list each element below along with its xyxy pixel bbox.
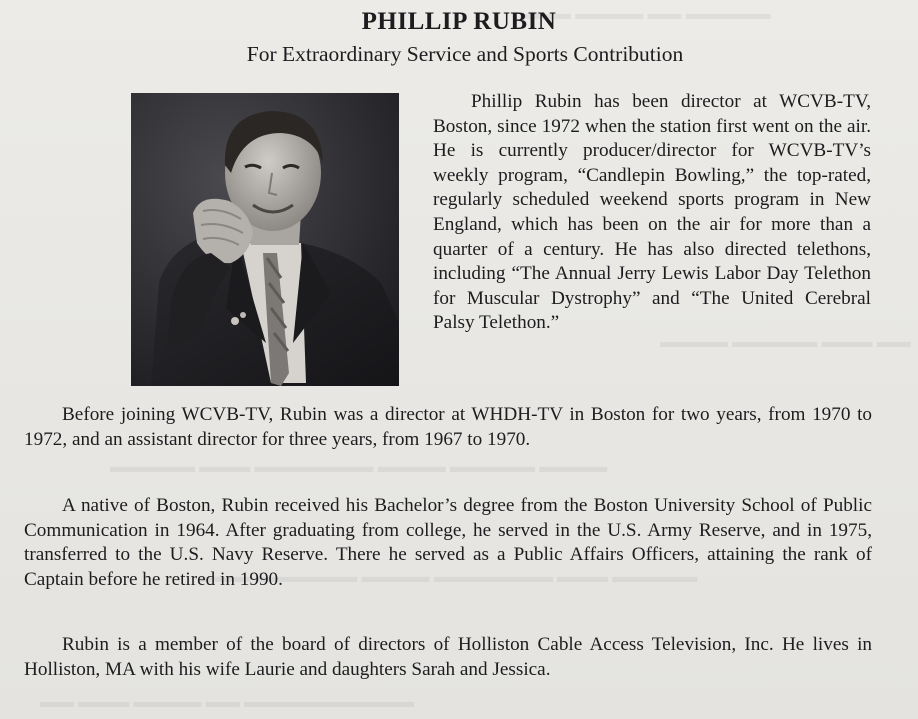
show-through-text: ▬▬▬ ▬▬▬▬▬▬ ▬▬▬▬ ▬▬▬▬▬▬▬ ▬▬▬ ▬▬▬▬▬ <box>200 567 698 586</box>
show-through-text: ▬▬▬▬▬ ▬▬▬ ▬▬▬▬▬▬▬ ▬▬▬▬ ▬▬▬▬▬ ▬▬▬▬ <box>110 457 608 476</box>
article-title: PHILLIP RUBIN <box>361 8 557 35</box>
article-subtitle: For Extraordinary Service and Sports Contribution <box>246 42 684 66</box>
show-through-text: ▬▬▬ ▬▬▬▬ ▬▬ ▬▬▬▬▬ <box>520 4 771 23</box>
article-paragraph: Rubin is a member of the board of directors of Holliston Cable Access Television, Inc. He lives in Holliston, MA with his wife Laurie and daughters Sarah and Jessica. <box>24 634 872 680</box>
show-through-text: ▬▬ ▬▬▬ ▬▬▬▬ ▬▬ ▬▬▬▬▬▬▬▬▬▬ <box>40 692 414 711</box>
article-paragraph: A native of Boston, Rubin received his Bachelor’s degree from the Boston University School of Public Communication in 1964. After graduating from college, he served in the U.S. Army Reserve, and in 1975, transferred to the U.S. Navy Reserve. There he served as a Public Affairs Officers, attaining the rank of Captain before he retired in 1990. <box>24 495 872 590</box>
article-paragraph: Before joining WCVB-TV, Rubin was a director at WHDH-TV in Boston for two years, from 1970 to 1972, and an assistant director for three years, from 1967 to 1970. <box>24 404 872 450</box>
article-paragraph: Phillip Rubin has been director at WCVB-TV, Boston, since 1972 when the station first went on the air. He is currently producer/director for WCVB-TV’s weekly program, “Candlepin Bowling,” the top-rated, regularly scheduled weekend sports program in New England, which has been on the air for more than a quarter of a century. He has also directed telethons, including “The Annual Jerry Lewis Labor Day Telethon for Muscular Dystrophy” and “The United Cerebral Palsy Telethon.” <box>433 91 871 334</box>
portrait-photo <box>131 93 399 386</box>
show-through-text: ▬▬▬▬ ▬▬▬▬▬ ▬▬▬ ▬▬ <box>660 332 911 351</box>
